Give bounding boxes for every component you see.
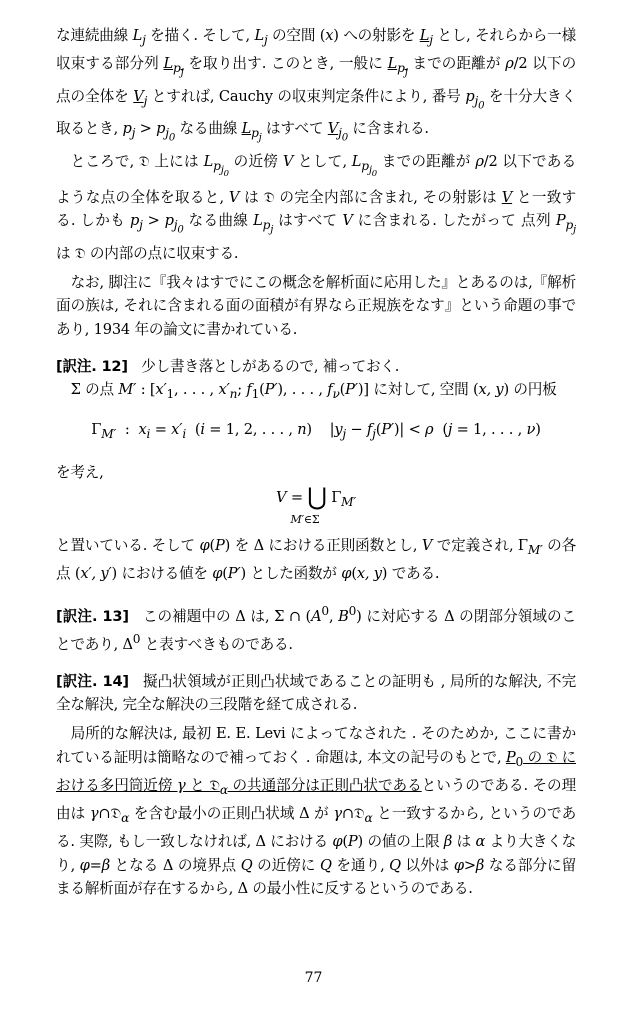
- paragraph-2: ところで, 𝔇 上には $L_{p_{j_0}}$ の近傍 V として, $L_{p_{j_0}}$ までの距離が ρ/2 以下であるような点の全体を取ると, V は 𝔇 の完全内部に含まれ, その射影は V と一致する. しかも $p_j > p_{j_0}$ なる曲線 $L_{p_j}$ はすべて V に含まれる. したがって 点列 $P_{p_j}$ は 𝔇 の内部の点に収束する.: [56, 153, 577, 262]
- note-14-text: 擬凸状領域が正則凸状域であることの証明も , 局所的な解決, 不完全な解決, 完全な解決の三段階を経て成される.: [56, 672, 576, 714]
- note-13-label: [訳注. 13]: [56, 607, 129, 625]
- note-12-heading: [56, 355, 576, 378]
- note-12-intro: 少し書き落としがあるので, 補っておく.: [141, 357, 400, 375]
- paragraph-3: なお, 脚注に『我々はすでにこの概念を解析面に応用した』とあるのは,『解析面の族は, それに含まれる面の面積が有界なら正規族をなす』という命題の事であり, 1934 年の論文に書かれている.: [56, 273, 576, 338]
- note-12-conclusion: と置いている. そして φ(P) を Δ における正則函数とし, V で定義され, $\Gamma_{M'}$ の各点 (x′, y′) における値を φ(P′) とした函数が φ(x, y) である.: [56, 537, 576, 583]
- note-12-consider: を考え,: [56, 463, 104, 481]
- page-body: [56, 24, 576, 900]
- note-14-paragraph: 局所的な解決は, 最初 E. E. Levi によってなされた . そのためか, ここに書かれている証明は簡略なので補っておく . 命題は, 本文の記号のもとで, $P_0$ の 𝔇 における多円筒近傍 γ と 𝔇$_\alpha$ の共通部分は正則凸状であるというのである. その理由は γ∩𝔇$_\alpha$ を含む最小の正則凸状域 Δ が γ∩𝔇$_\alpha$ と一致するから, というのである. 実際, もし一致しなければ, Δ における φ(P) の値の上限 β は α より大きくなり, φ=β となる Δ の境界点 Q の近傍に Q を通り, Q 以外は φ>β なる部分に留まる解析面が存在するから, Δ の最小性に反するというのである.: [56, 725, 577, 897]
- note-14-label: [訳注. 14]: [56, 672, 129, 690]
- equation-union-subscript: M′∈Σ: [290, 513, 320, 527]
- note-12-label: [訳注. 12]: [56, 357, 128, 375]
- paragraph-1: な連続曲線 $L_j$ を描く. そして, $L_j$ の空間 (x) への射影を $L_j$ とし, それらから一様収束する部分列 $L_{p_j}$ を取り出す. このとき, 一般に $L_{p_j}$ までの距離が ρ/2 以下の点の全体を $V_j$ とすれば, Cauchy の収束判定条件により, 番号 $p_{j_0}$ を十分大きく取るとき, $p_j > p_{j_0}$ なる曲線 $L_{p_j}$ はすべて $V_{j_0}$ に含まれる.: [56, 27, 576, 144]
- equation-union: V = ⋃ $\Gamma_{M'}$: [276, 482, 356, 511]
- page-number: 77: [304, 970, 323, 986]
- note-13: [訳注. 13] この補題中の Δ は, Σ ∩ ($A^0$, $B^0$) に対応する Δ の閉部分領域のことであり, $\Delta^0$ と表すべきものである.: [56, 603, 576, 653]
- note-14: [56, 670, 576, 717]
- equation-gamma: $\Gamma_{M'}$ : $x_i = x'_i$ (i = 1, 2, . . . , n) $|y_j - f_j(P')| < \rho$ (j = 1, . . . , ν): [91, 421, 541, 442]
- note-12-line1: Σ の点 M′ : [$x'_1$, . . . , $x'_n$; $f_1(P')$, . . . , $f_\nu(P')$] に対して, 空間 (x, y) の円板: [70, 381, 557, 402]
